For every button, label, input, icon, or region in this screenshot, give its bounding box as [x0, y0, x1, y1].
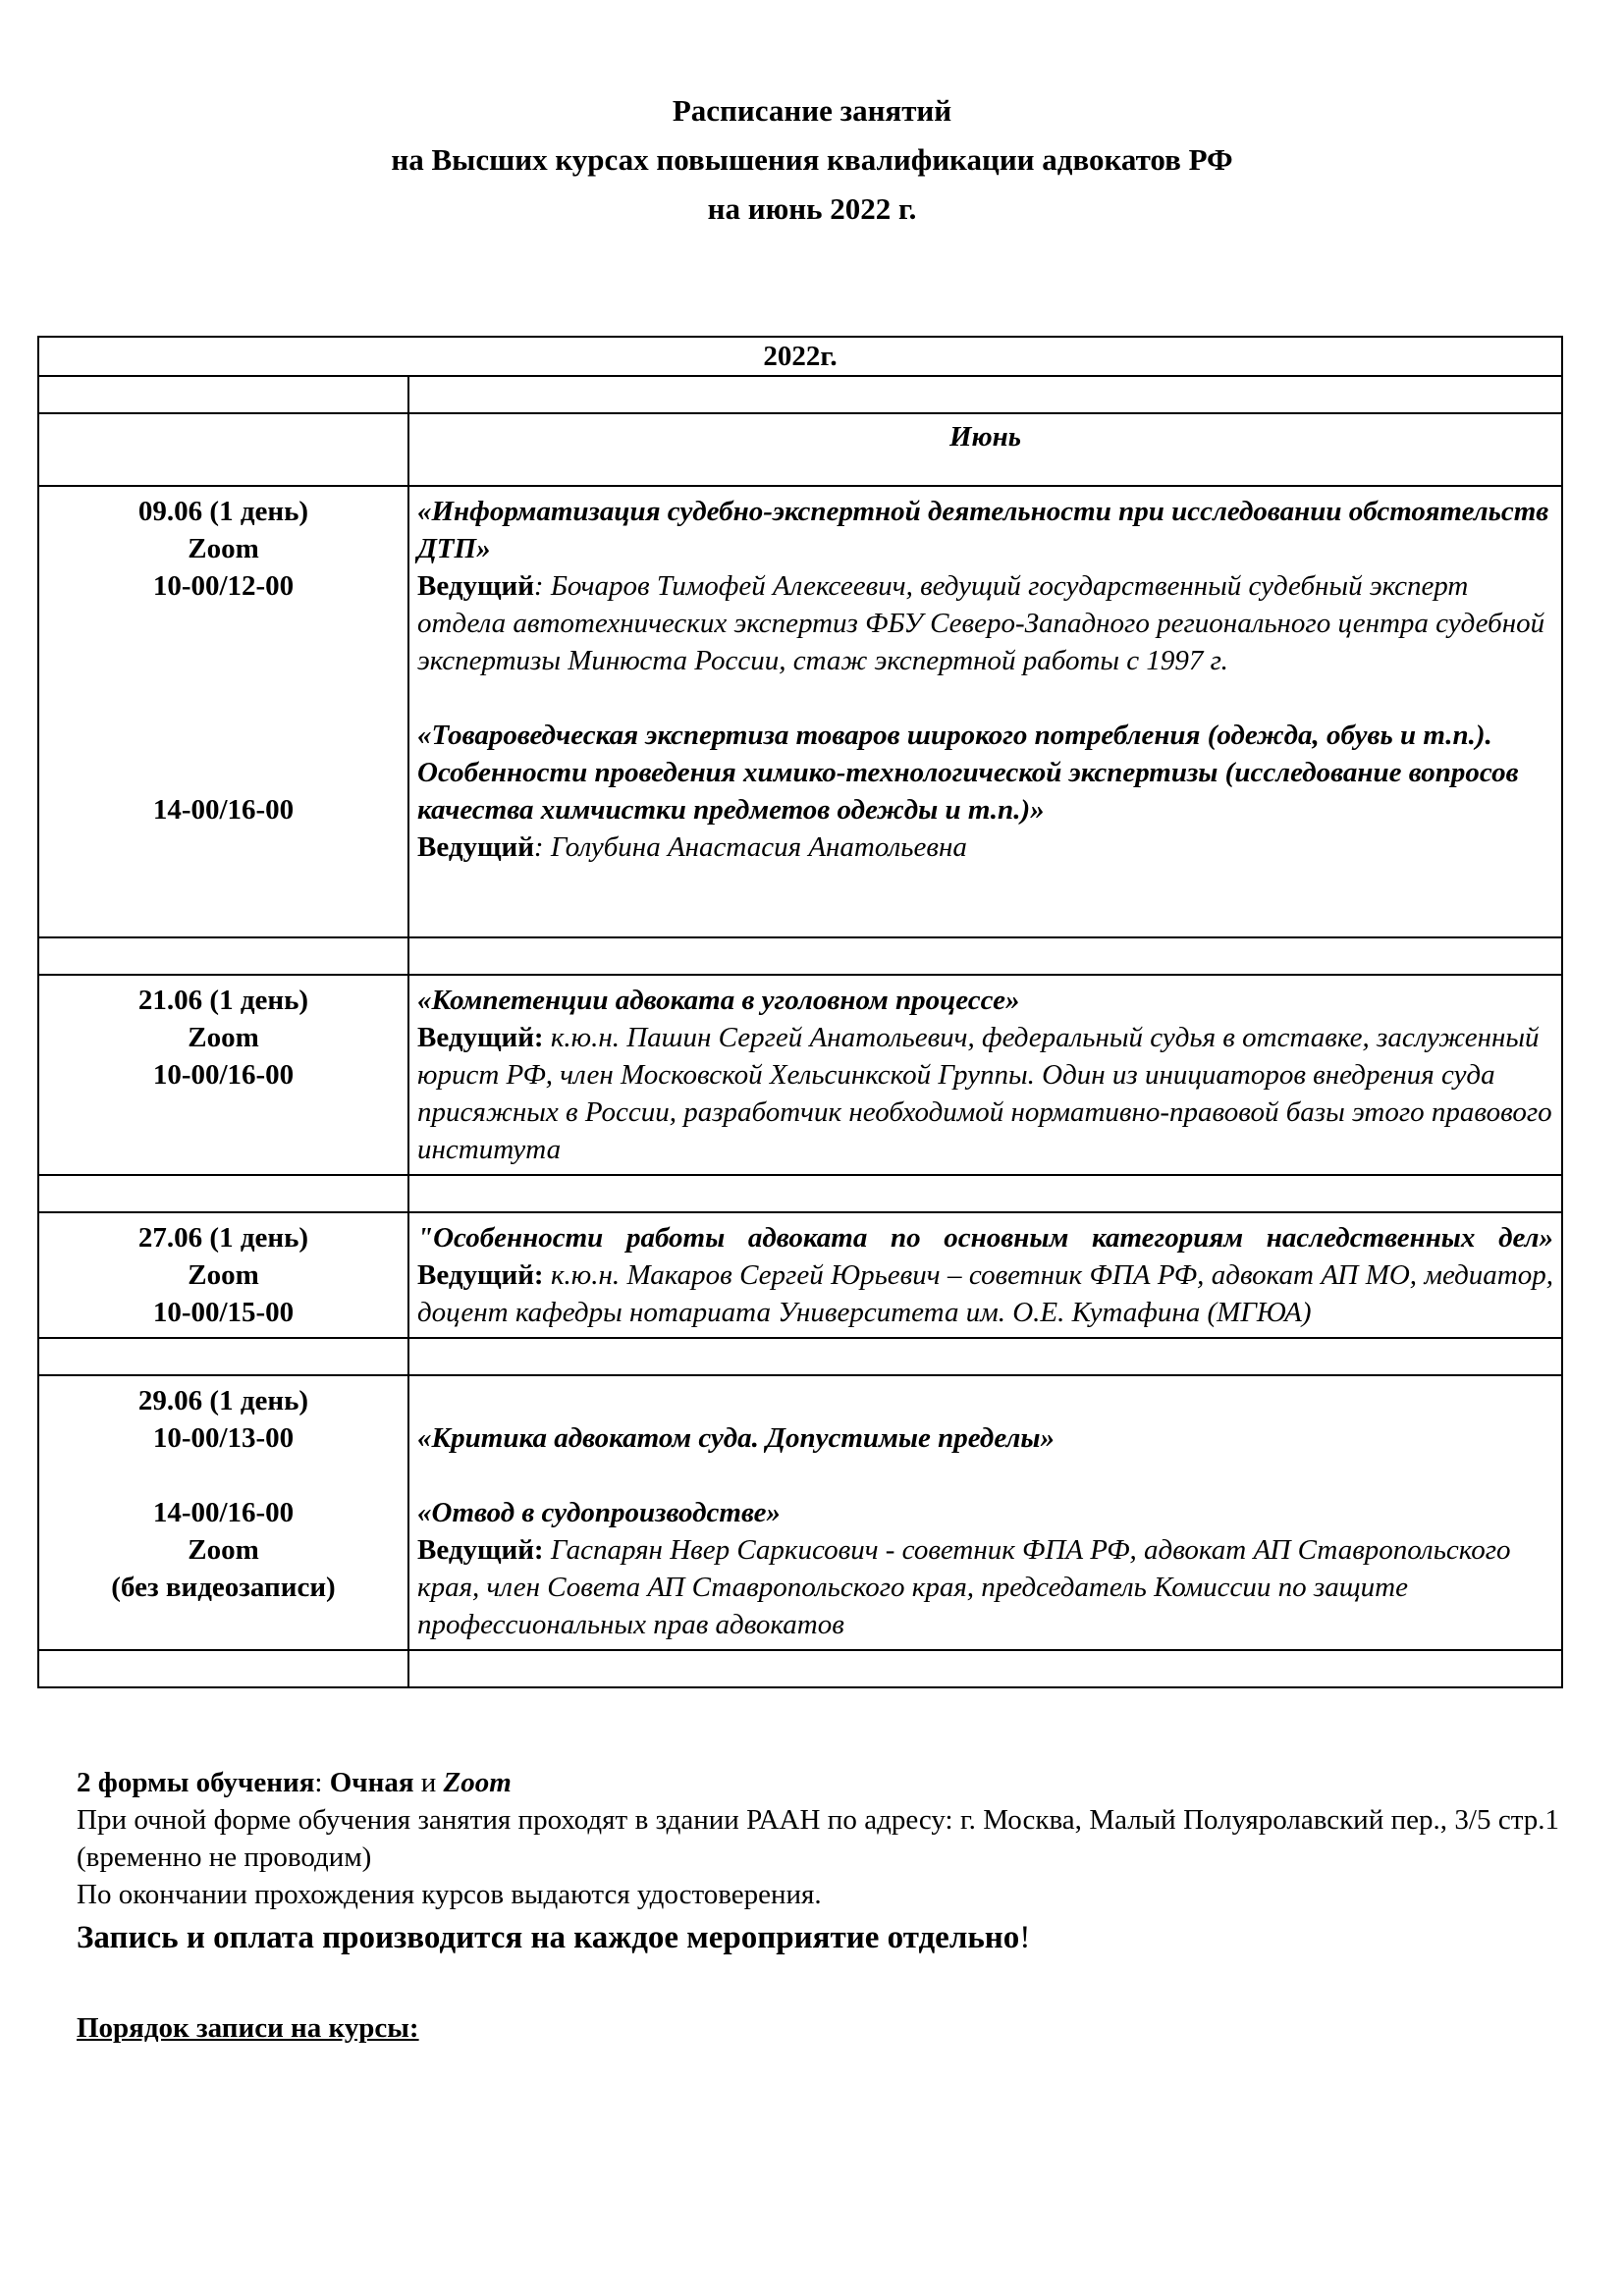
forms-label: 2 формы обучения: [77, 1767, 315, 1798]
empty-cell: [38, 1175, 408, 1212]
lead-text: к.ю.н. Макаров Сергей Юрьевич – советник ФПА РФ, адвокат АП МО, медиатор, доцент кафедры нотариата Университета им. О.Е. Кутафина (МГЮА): [417, 1259, 1553, 1328]
event-format: Zoom: [188, 533, 259, 564]
event-time: 10-00/12-00: [152, 570, 295, 602]
empty-cell: [38, 1338, 408, 1375]
event-date: 09.06 (1 день): [137, 496, 309, 527]
forms-zoom: Zoom: [443, 1767, 512, 1798]
event-format: Zoom: [188, 1534, 259, 1566]
event-date-cell: [38, 1212, 408, 1338]
event-row: [38, 486, 1562, 937]
forms-in-person: Очная: [329, 1767, 414, 1798]
empty-cell: [38, 937, 408, 975]
lead-label: Ведущий:: [417, 1534, 544, 1566]
course-title: "Особенности работы адвоката по основным категориям наследственных дел»: [417, 1222, 1553, 1254]
lead-text: : Голубина Анастасия Анатольевна: [533, 831, 967, 863]
course-title: «Критика адвокатом суда. Допустимые пределы»: [417, 1422, 1055, 1454]
month-cell: [408, 413, 1562, 486]
event-details-cell: [408, 1212, 1562, 1338]
event-date: 27.06 (1 день): [137, 1222, 309, 1254]
order-heading: Порядок записи на курсы:: [77, 2012, 419, 2044]
event-date-cell: [38, 1375, 408, 1650]
month-row: [38, 413, 1562, 486]
event-time: 10-00/16-00: [152, 1059, 295, 1091]
event-time: 10-00/13-00: [152, 1422, 295, 1454]
empty-cell: [408, 1175, 1562, 1212]
event-time: 14-00/16-00: [152, 794, 295, 826]
course-title: «Информатизация судебно-экспертной деятельности при исследовании обстоятельств ДТП»: [417, 496, 1549, 564]
empty-row: [38, 1650, 1562, 1687]
event-date: 29.06 (1 день): [137, 1385, 309, 1416]
course-title: «Товароведческая экспертиза товаров широкого потребления (одежда, обувь и т.п.). Особенности проведения химико-технологической экспертизы (исследование вопросов качества химчистки предметов одежды и т.п.)»: [417, 720, 1519, 826]
event-time: 14-00/16-00: [152, 1497, 295, 1528]
event-date-cell: [38, 975, 408, 1175]
event-row: [38, 975, 1562, 1175]
empty-cell: [408, 937, 1562, 975]
title-line-1: Расписание занятий: [672, 93, 952, 128]
title-line-3: на июнь 2022 г.: [707, 191, 917, 226]
document-title: [0, 86, 1624, 234]
event-row: [38, 1212, 1562, 1338]
lead-label: Ведущий:: [417, 1259, 544, 1291]
certificate-text: По окончании прохождения курсов выдаются удостоверения.: [77, 1879, 822, 1910]
empty-cell: [408, 376, 1562, 413]
lead-text: : Бочаров Тимофей Алексеевич, ведущий государственный судебный эксперт отдела автотехнических экспертиз ФБУ Северо-Западного регионального центра судебной экспертизы Минюста России, стаж экспертной работы с 1997 г.: [417, 570, 1545, 676]
event-time: 10-00/15-00: [152, 1297, 295, 1328]
payment-notice: Запись и оплата производится на каждое мероприятие отдельно!: [77, 1920, 1031, 1955]
empty-cell: [408, 1650, 1562, 1687]
empty-row: [38, 376, 1562, 413]
lead-text: Гаспарян Нвер Саркисович - советник ФПА РФ, адвокат АП Ставропольского края, член Совета АП Ставропольского края, председатель Комиссии по защите профессиональных прав адвокатов: [417, 1534, 1511, 1640]
empty-cell: [38, 413, 408, 486]
event-format: Zoom: [188, 1022, 259, 1053]
course-title: «Компетенции адвоката в уголовном процессе»: [417, 985, 1020, 1016]
address-text: При очной форме обучения занятия проходят в здании РААН по адресу: г. Москва, Малый Полуяролавский пер., 3/5 стр.1 (временно не проводим): [77, 1804, 1559, 1873]
empty-cell: [38, 1650, 408, 1687]
year-row: [38, 337, 1562, 376]
schedule-table: [37, 336, 1563, 1688]
empty-row: [38, 1338, 1562, 1375]
empty-cell: [408, 1338, 1562, 1375]
event-details-cell: [408, 975, 1562, 1175]
lead-label: Ведущий: [417, 831, 534, 863]
event-details-cell: [408, 486, 1562, 937]
lead-text: к.ю.н. Пашин Сергей Анатольевич, федеральный судья в отставке, заслуженный юрист РФ, член Московской Хельсинкской Группы. Один из инициаторов внедрения суда присяжных в России, разработчик необходимой нормативно-правовой базы этого правового института: [417, 1022, 1552, 1165]
empty-cell: [38, 376, 408, 413]
title-line-2: на Высших курсах повышения квалификации адвокатов РФ: [391, 142, 1233, 177]
event-note: (без видеозаписи): [111, 1572, 336, 1603]
event-details-cell: [408, 1375, 1562, 1650]
lead-label: Ведущий:: [417, 1022, 544, 1053]
month-label: Июнь: [948, 421, 1022, 453]
empty-row: [38, 1175, 1562, 1212]
event-date-cell: [38, 486, 408, 937]
footer-info: [77, 1764, 1559, 2047]
course-title: «Отвод в судопроизводстве»: [417, 1497, 781, 1528]
event-format: Zoom: [188, 1259, 259, 1291]
event-row: [38, 1375, 1562, 1650]
forms-line: 2 формы обучения: Очная и Zoom: [77, 1767, 512, 1798]
event-date: 21.06 (1 день): [137, 985, 309, 1016]
year-cell: 2022г.: [38, 337, 1562, 376]
empty-row: [38, 937, 1562, 975]
lead-label: Ведущий: [417, 570, 534, 602]
